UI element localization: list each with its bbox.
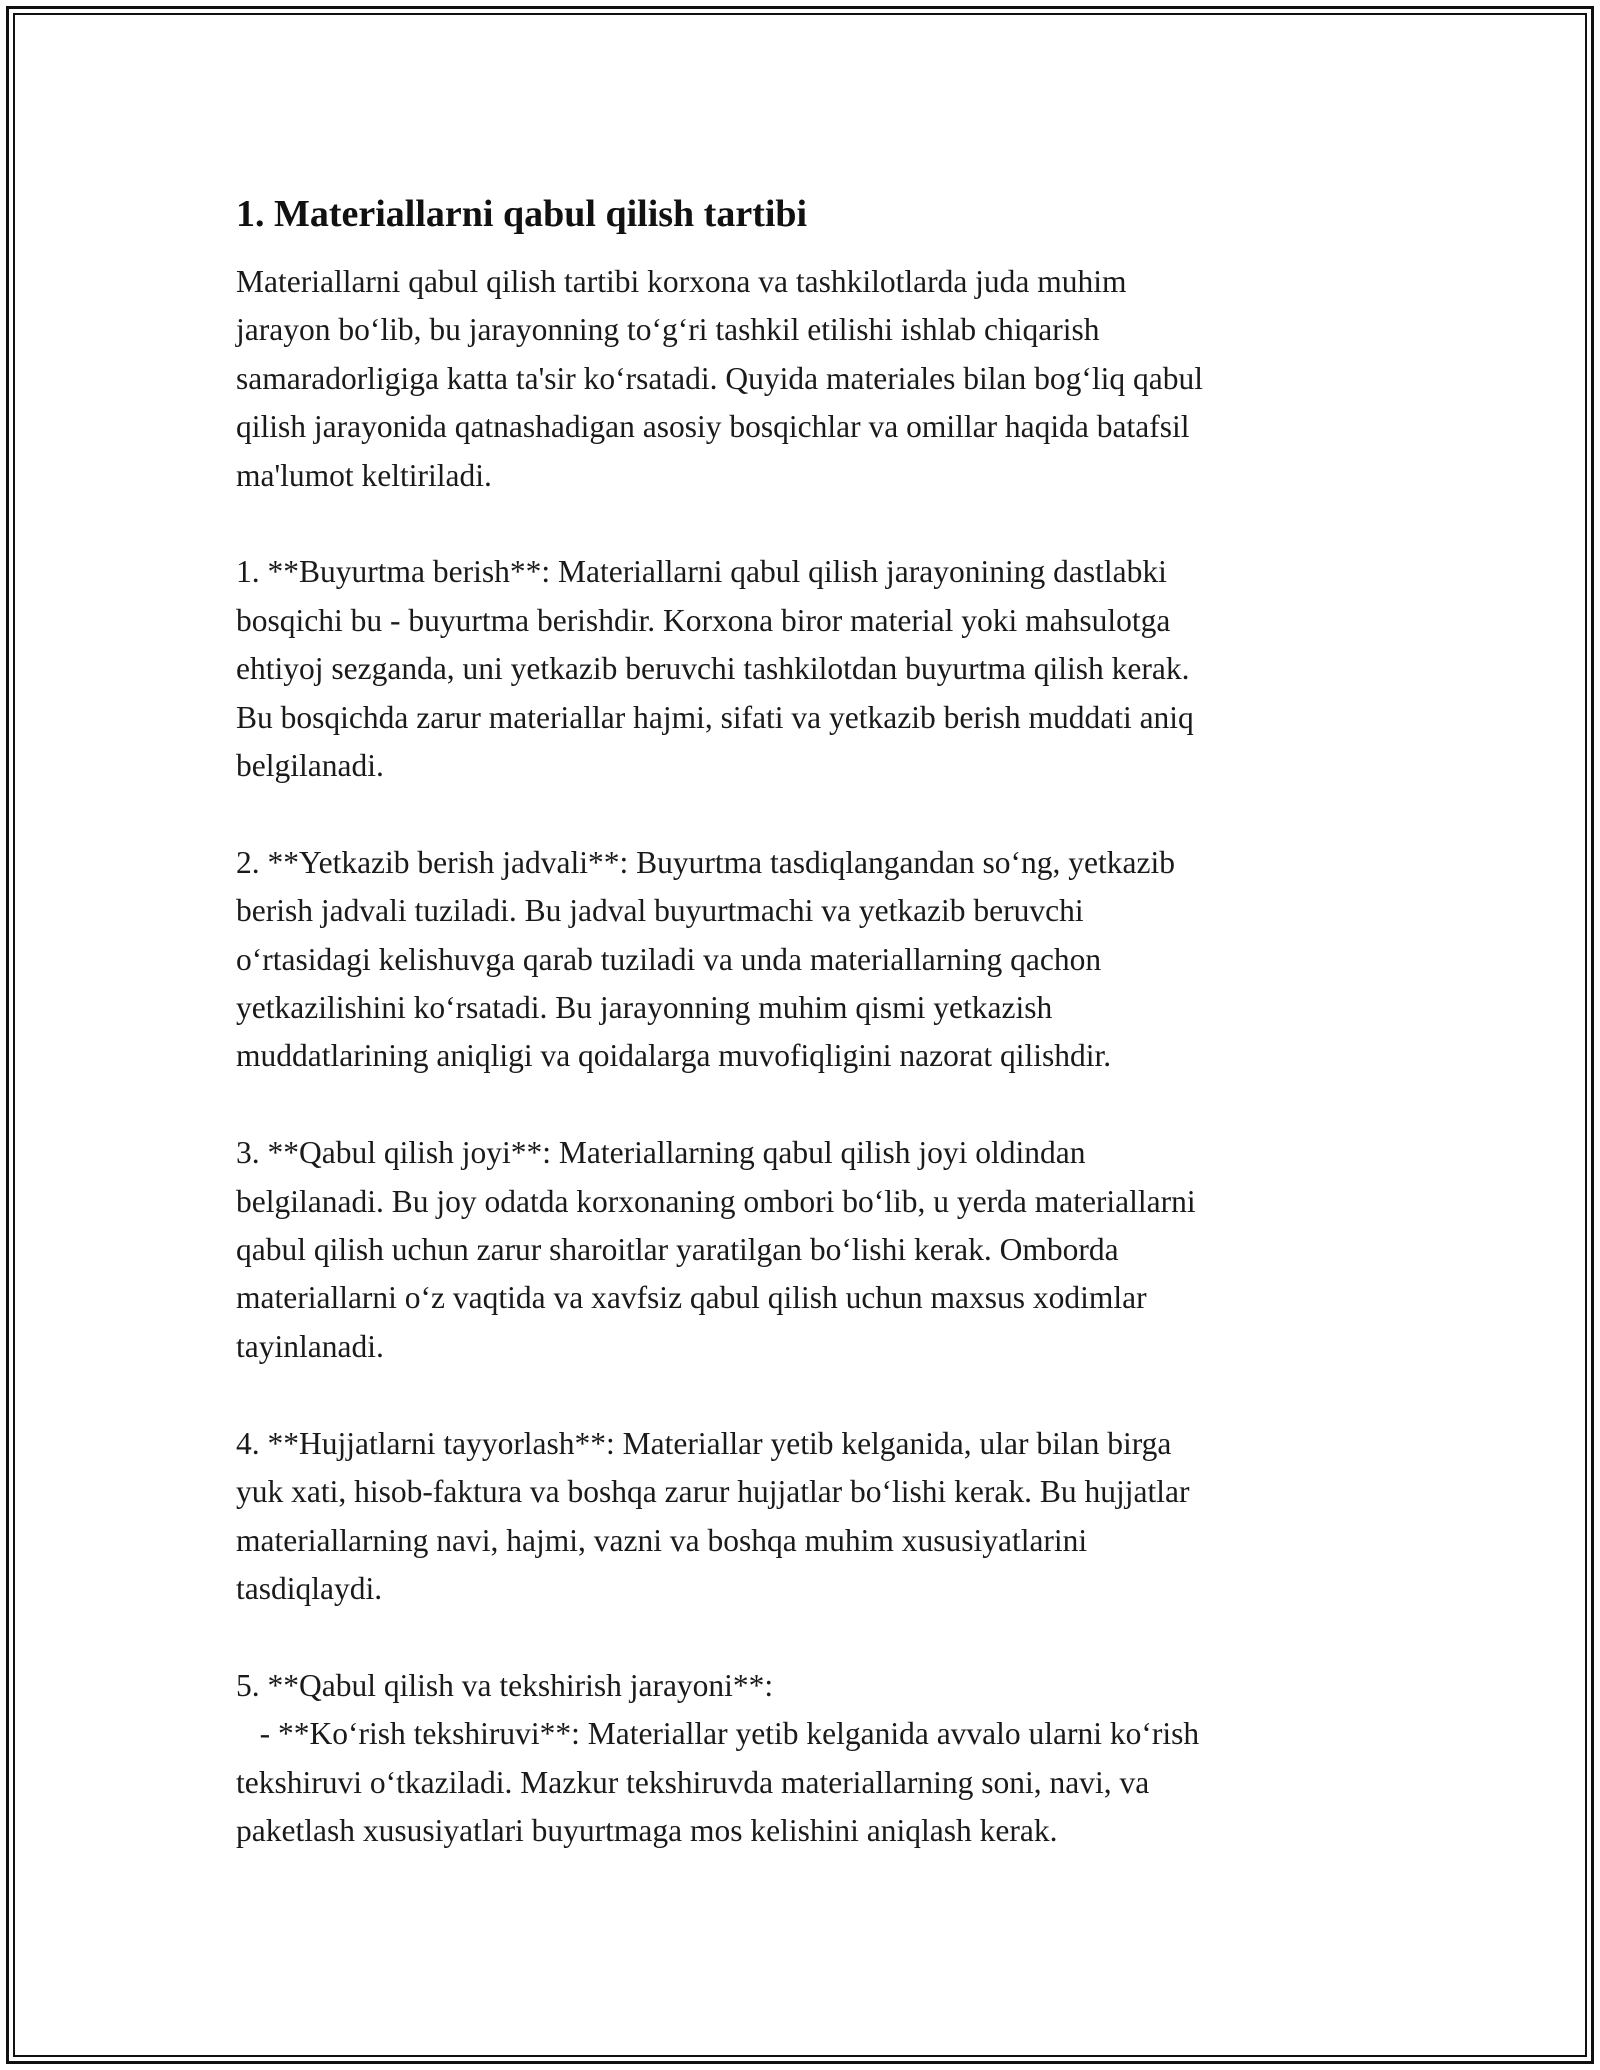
paragraph-spacer: [236, 1613, 1366, 1661]
step-5-paragraph: 5. **Qabul qilish va tekshirish jarayoni**: - **Ko‘rish tekshiruvi**: Materiallar yetib kelganida avvalo ularni ko‘rish tekshiruvi o‘tkaziladi. Mazkur tekshiruvda materiallarning soni, navi, va paketlash xususiyatlari buyurtmaga mos kelishini aniqlash kerak.: [236, 1667, 1200, 1848]
paragraph-spacer: [236, 790, 1366, 838]
step-2-paragraph: 2. **Yetkazib berish jadvali**: Buyurtma tasdiqlangandan so‘ng, yetkazib berish jadvali tuziladi. Bu jadval buyurtmachi va yetkazib beruvchi o‘rtasidagi kelishuvga qarab tuziladi va unda materiallarning qachon yetkazilishini ko‘rsatadi. Bu jarayonning muhim qismi yetkazish muddatlarining aniqligi va qoidalarga muvofiqligini nazorat qilishdir.: [236, 844, 1175, 1074]
step-4-paragraph: 4. **Hujjatlarni tayyorlash**: Materiallar yetib kelganida, ular bilan birga yuk xati, hisob-faktura va boshqa zarur hujjatlar bo‘lishi kerak. Bu hujjatlar materiallarning navi, hajmi, vazni va boshqa muhim xususiyatlarini tasdiqlaydi.: [236, 1425, 1190, 1606]
paragraph-spacer: [236, 500, 1366, 548]
paragraph-spacer: [236, 1081, 1366, 1129]
document-body: [236, 188, 1366, 1855]
step-3-paragraph: 3. **Qabul qilish joyi**: Materiallarning qabul qilish joyi oldindan belgilanadi. Bu joy odatda korxonaning ombori bo‘lib, u yerda materiallarni qabul qilish uchun zarur sharoitlar yaratilgan bo‘lishi kerak. Omborda materiallarni o‘z vaqtida va xavfsiz qabul qilish uchun maxsus xodimlar tayinlanadi.: [236, 1135, 1196, 1364]
document-title: 1. Materiallarni qabul qilish tartibi: [236, 193, 808, 235]
intro-paragraph: Materiallarni qabul qilish tartibi korxona va tashkilotlarda juda muhim jarayon bo‘lib, bu jarayonning to‘g‘ri tashkil etilishi ishlab chiqarish samaradorligiga katta ta'sir ko‘rsatadi. Quyida materiales bilan bog‘liq qabul qilish jarayonida qatnashadigan asosiy bosqichlar va omillar haqida batafsil ma'lumot keltiriladi.: [236, 264, 1203, 493]
paragraph-spacer: [236, 1371, 1366, 1419]
step-1-paragraph: 1. **Buyurtma berish**: Materiallarni qabul qilish jarayonining dastlabki bosqichi bu - buyurtma berishdir. Korxona biror material yoki mahsulotga ehtiyoj sezganda, uni yetkazib beruvchi tashkilotdan buyurtma qilish kerak. Bu bosqichda zarur materiallar hajmi, sifati va yetkazib berish muddati aniq belgilanadi.: [236, 554, 1194, 784]
